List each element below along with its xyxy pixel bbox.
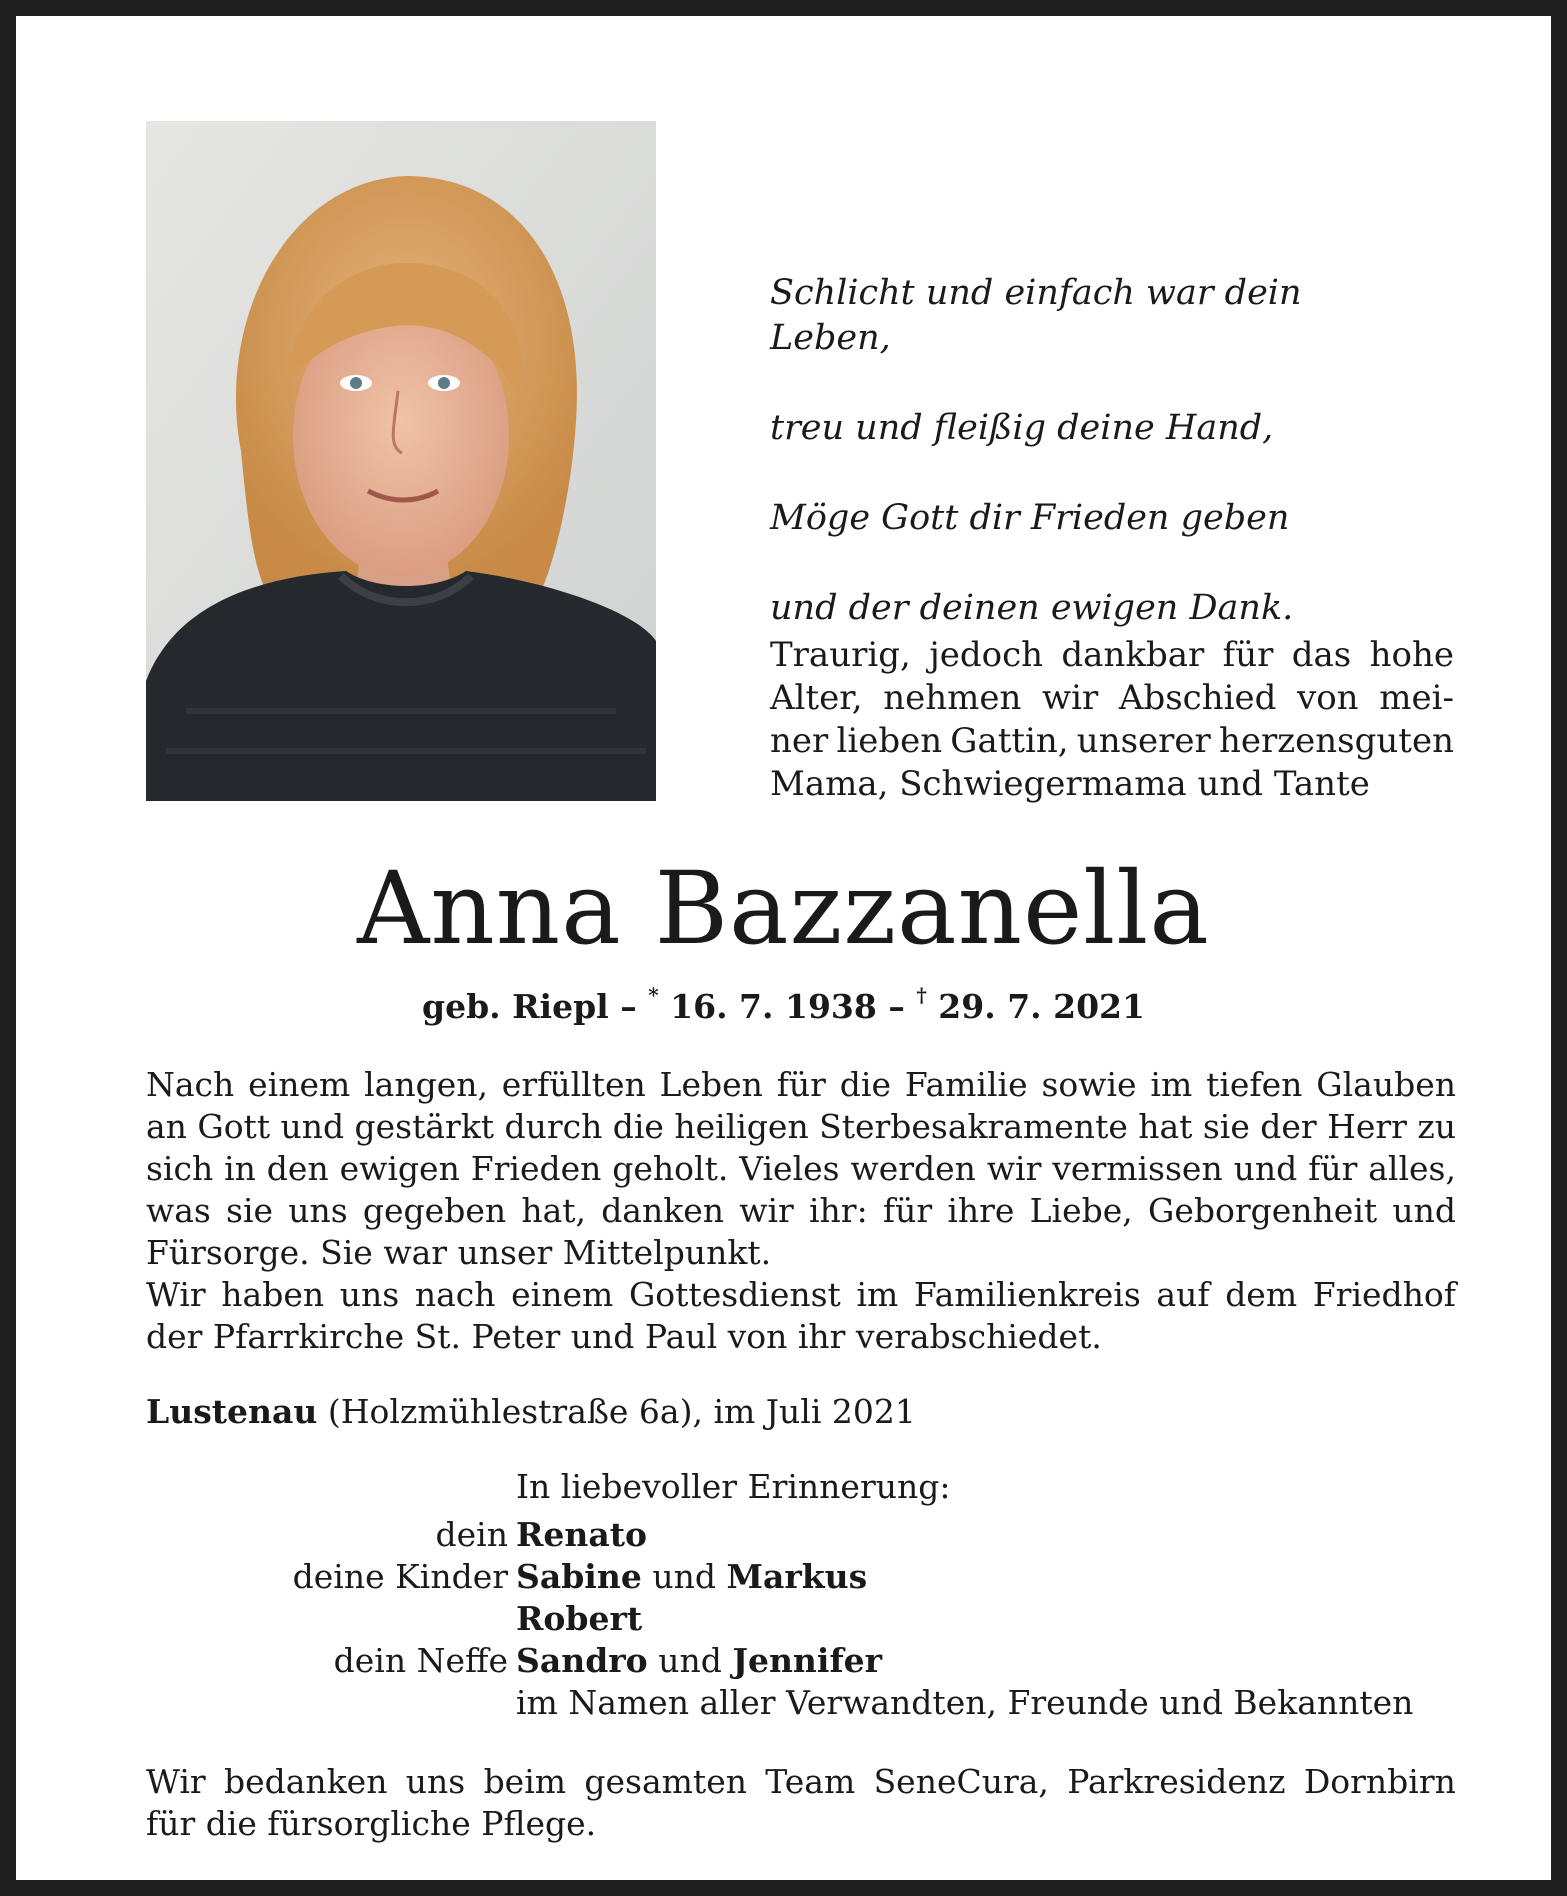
word: nach: [414, 1275, 496, 1314]
word: alles,: [1368, 1149, 1456, 1188]
body-line: [146, 1316, 1456, 1358]
word: Friedhof: [1312, 1275, 1456, 1314]
word: unserer: [1076, 721, 1211, 761]
word: jedoch: [929, 635, 1044, 675]
poem-line: treu und fleißig deine Hand,: [770, 408, 1274, 448]
signatory-role: deine Kinder: [292, 1557, 508, 1596]
word: Parkresidenz: [1067, 1762, 1286, 1801]
word: Familie: [904, 1065, 1028, 1104]
signatory-role: [146, 1598, 516, 1640]
word: haben: [221, 1275, 325, 1314]
word: dankbar: [1061, 635, 1205, 675]
word: Sterbesakramente: [819, 1107, 1128, 1146]
word: Wir: [146, 1275, 206, 1314]
word: in: [224, 1149, 256, 1188]
word: wir: [986, 1149, 1042, 1188]
intro-line: [770, 720, 1454, 763]
word: sowie: [1041, 1065, 1137, 1104]
word: hat,: [521, 1191, 586, 1230]
word: Familienkreis: [913, 1275, 1141, 1314]
word: herzensguten: [1218, 721, 1454, 761]
word: nehmen: [883, 678, 1022, 718]
word: Leben: [659, 1065, 763, 1104]
signatory-names: [516, 1640, 882, 1682]
portrait-photo-icon: [146, 121, 656, 801]
signatory-name: Markus: [726, 1557, 868, 1596]
word: uns: [405, 1762, 466, 1801]
place-and-date: [146, 1391, 916, 1433]
word: Team: [765, 1762, 856, 1801]
word: beim: [483, 1762, 567, 1801]
word: Abschied: [1118, 678, 1277, 718]
word: danken: [601, 1191, 725, 1230]
intro-paragraph: [770, 634, 1454, 806]
conjunction: und: [658, 1641, 722, 1680]
signatory-role: dein: [435, 1515, 508, 1554]
word: Gottesdienst: [628, 1275, 841, 1314]
body-line-text: Fürsorge. Sie war unser Mittelpunkt.: [146, 1233, 772, 1272]
body-paragraph: [146, 1064, 1456, 1358]
word: Liebe,: [1029, 1191, 1133, 1230]
word: ewigen: [339, 1149, 460, 1188]
thanks-paragraph: [146, 1761, 1456, 1845]
word: hat: [1138, 1107, 1193, 1146]
signatory-name: Jennifer: [732, 1641, 883, 1680]
word: Geborgenheit: [1147, 1191, 1378, 1230]
obituary-sheet: [16, 16, 1551, 1880]
word: heiligen: [674, 1107, 809, 1146]
signatory-names: [516, 1598, 642, 1640]
word: Dornbirn: [1303, 1762, 1456, 1801]
word: und: [280, 1107, 345, 1146]
signatory-closing: im Namen aller Verwandten, Freunde und Bekannten: [516, 1683, 1414, 1722]
word: einem: [248, 1065, 351, 1104]
word: uns: [288, 1191, 348, 1230]
conjunction: und: [652, 1557, 716, 1596]
word: langen,: [364, 1065, 488, 1104]
word: werden: [850, 1149, 976, 1188]
word: bedanken: [223, 1762, 388, 1801]
word: das: [1291, 635, 1352, 675]
word: den: [266, 1149, 329, 1188]
word: die: [839, 1065, 891, 1104]
word: im: [856, 1275, 899, 1314]
word: wir: [1042, 678, 1099, 718]
body-line: [146, 1064, 1456, 1106]
word: Nach: [146, 1065, 235, 1104]
word: mei-: [1379, 678, 1454, 718]
word: geholt.: [612, 1149, 729, 1188]
memory-heading: In liebevoller Erinnerung:: [516, 1467, 951, 1506]
signatory-name: Sandro: [516, 1641, 648, 1680]
word: im: [1150, 1065, 1193, 1104]
word: an: [146, 1107, 187, 1146]
word: Traurig,: [770, 635, 911, 675]
word: und: [1392, 1191, 1456, 1230]
intro-line: [770, 634, 1454, 677]
poem-line: Schlicht und einfach war dein Leben,: [770, 273, 1302, 358]
address-date: (Holzmühlestraße 6a), im Juli 2021: [317, 1392, 916, 1431]
word: dem: [1225, 1275, 1298, 1314]
word: für: [1222, 635, 1274, 675]
signatory-name: Robert: [516, 1599, 643, 1638]
signatory-role: [146, 1682, 516, 1724]
word: Gott: [197, 1107, 271, 1146]
signatory-row: [146, 1682, 1456, 1724]
birth-date: 16. 7. 1938: [670, 987, 877, 1026]
word: vermissen: [1052, 1149, 1223, 1188]
birth-symbol: *: [648, 983, 659, 1007]
body-line: [146, 1232, 1456, 1274]
portrait-illustration: [146, 121, 656, 801]
word: gesamten: [584, 1762, 747, 1801]
intro-line: [770, 677, 1454, 720]
word: Gattin,: [950, 721, 1069, 761]
body-line: [146, 1148, 1456, 1190]
poem-line: Möge Gott dir Frieden geben: [770, 498, 1290, 538]
word: ner: [770, 721, 829, 761]
word: der: [1260, 1107, 1317, 1146]
life-dates: geb. Riepl – * 16. 7. 1938 – † 29. 7. 2021: [422, 983, 1145, 1026]
word: für: [882, 1191, 933, 1230]
thanks-line: [146, 1761, 1456, 1803]
word: uns: [339, 1275, 400, 1314]
word: Frieden: [470, 1149, 602, 1188]
word: tiefen: [1206, 1065, 1303, 1104]
word: wir: [739, 1191, 794, 1230]
word: die: [612, 1107, 664, 1146]
thanks-line: [146, 1803, 1456, 1845]
word: für: [776, 1065, 826, 1104]
intro-line: [770, 763, 1454, 806]
signatory-role: dein Neffe: [333, 1641, 508, 1680]
word: einem: [511, 1275, 614, 1314]
word: auf: [1156, 1275, 1210, 1314]
word: sie: [1202, 1107, 1250, 1146]
intro-line-text: Mama, Schwiegermama und Tante: [770, 764, 1370, 804]
signatories: [146, 1514, 1456, 1724]
word: ihr:: [808, 1191, 868, 1230]
word: von: [1297, 678, 1359, 718]
word: Alter,: [770, 678, 863, 718]
deceased-name: Anna Bazzanella: [357, 850, 1210, 967]
word: durch: [504, 1107, 603, 1146]
signatory-row: [146, 1556, 1456, 1598]
death-cross-icon: †: [916, 983, 927, 1007]
word: SeneCura,: [873, 1762, 1049, 1801]
signatory-row: [146, 1514, 1456, 1556]
signatory-name: Sabine: [516, 1557, 642, 1596]
signatory-names: [516, 1514, 647, 1556]
town-name: Lustenau: [146, 1392, 318, 1431]
body-line: [146, 1274, 1456, 1316]
word: Wir: [146, 1762, 206, 1801]
word: hohe: [1369, 635, 1454, 675]
death-date: 29. 7. 2021: [938, 987, 1145, 1026]
word: was: [146, 1191, 211, 1230]
maiden-name: geb. Riepl: [422, 987, 609, 1026]
word: Vieles: [739, 1149, 840, 1188]
signatory-row: [146, 1598, 1456, 1640]
signatory-row: [146, 1640, 1456, 1682]
poem-verse: [770, 226, 1410, 676]
word: Herr: [1327, 1107, 1407, 1146]
word: ihre: [947, 1191, 1015, 1230]
body-line: [146, 1190, 1456, 1232]
word: zu: [1417, 1107, 1456, 1146]
signatory-names: [516, 1556, 867, 1598]
word: erfüllten: [501, 1065, 646, 1104]
word: und: [1233, 1149, 1298, 1188]
poem-line: und der deinen ewigen Dank.: [770, 588, 1294, 628]
word: gestärkt: [354, 1107, 495, 1146]
body-line: [146, 1106, 1456, 1148]
signatory-name: Renato: [516, 1515, 648, 1554]
word: für: [1308, 1149, 1358, 1188]
word: lieben: [836, 721, 943, 761]
thanks-line-text: für die fürsorgliche Pflege.: [146, 1804, 597, 1843]
word: Glauben: [1316, 1065, 1456, 1104]
word: sie: [226, 1191, 274, 1230]
body-line-text: der Pfarrkirche St. Peter und Paul von ihr verabschiedet.: [146, 1317, 1102, 1356]
word: sich: [146, 1149, 214, 1188]
word: gegeben: [362, 1191, 507, 1230]
